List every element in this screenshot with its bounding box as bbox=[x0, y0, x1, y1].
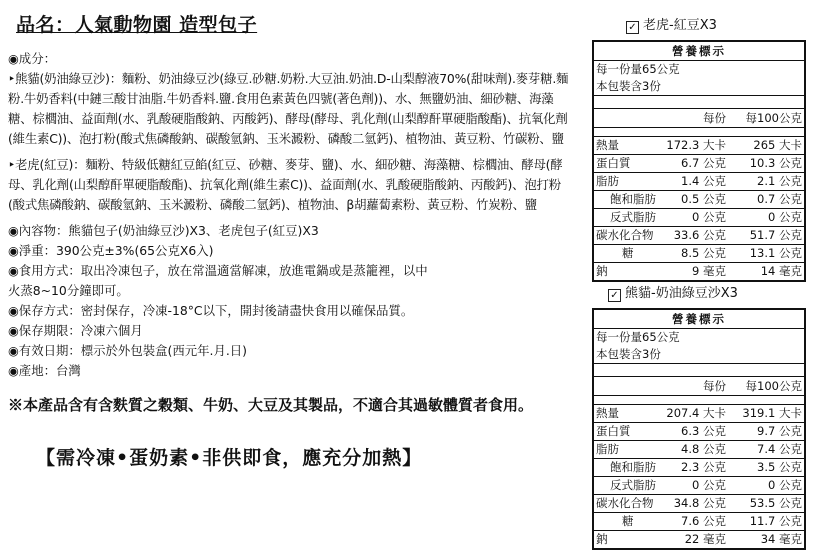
product-title: 品名：人氣動物園 造型包子 bbox=[16, 14, 258, 36]
per-100g-value: 7.4 公克 bbox=[757, 442, 802, 456]
nutrient-name: 熱量 bbox=[596, 138, 619, 152]
tiger-ingredients: ‣老虎(紅豆)：麵粉、特級低糖紅豆餡(紅豆、砂糖、麥芽、鹽)、水、細砂糖、海藻糖、棕櫚油、酵母(酵母、乳化劑(山梨醇酐單硬脂酸酯)、抗氧化劑(維生素C))、益面劑(水、乳酸硬脂酸鈉、丙酸鈣)、泡打粉(酸式焦磷酸鈉、碳酸氫鈉、玉米澱粉、磷酸二氫鈣)、植物油、β胡蘿蔔素粉、黃豆粉、竹炭粉、鹽 bbox=[8, 157, 563, 212]
nutrient-row bbox=[594, 459, 804, 477]
per-100g-value: 34 毫克 bbox=[760, 532, 802, 546]
nutrient-name: 反式脂肪 bbox=[610, 478, 656, 492]
nutrition-table bbox=[592, 40, 806, 282]
contents-line: ◉內容物：熊貓包子(奶油綠豆沙)X3、老虎包子(紅豆)X3 bbox=[8, 223, 319, 238]
nutrient-name: 蛋白質 bbox=[596, 156, 631, 170]
per-serving-value: 33.6 公克 bbox=[673, 228, 726, 242]
checkbox-icon[interactable]: ✓ bbox=[608, 289, 621, 302]
serving-size: 每一份量65公克 bbox=[596, 62, 680, 76]
nutrient-row bbox=[594, 245, 804, 263]
per-serving-value: 2.3 公克 bbox=[681, 460, 726, 474]
per-100g-value: 0 公克 bbox=[768, 478, 802, 492]
nutrition-table bbox=[592, 308, 806, 550]
per-100g-value: 53.5 公克 bbox=[749, 496, 802, 510]
expiry-line: ◉有效日期：標示於外包裝盒(西元年.月.日) bbox=[8, 343, 247, 358]
per-serving-value: 6.3 公克 bbox=[681, 424, 726, 438]
usage-line-cont: 火蒸8~10分鐘即可。 bbox=[8, 283, 129, 298]
per-100g-value: 0.7 公克 bbox=[757, 192, 802, 206]
per-serving-value: 9 毫克 bbox=[692, 264, 726, 278]
per-serving-value: 0 公克 bbox=[692, 210, 726, 224]
per-100g-value: 3.5 公克 bbox=[757, 460, 802, 474]
nutrient-name: 脂肪 bbox=[596, 174, 619, 188]
per-100g-value: 319.1 大卡 bbox=[742, 406, 802, 420]
per-100g-value: 13.1 公克 bbox=[749, 246, 802, 260]
usage-line: ◉食用方式：取出冷凍包子，放在常溫適當解凍，放進電鍋或是蒸籠裡，以中 bbox=[8, 263, 428, 278]
per-serving-value: 4.8 公克 bbox=[681, 442, 726, 456]
per-serving-value: 6.7 公克 bbox=[681, 156, 726, 170]
per-100g-value: 51.7 公克 bbox=[749, 228, 802, 242]
checkbox-icon[interactable]: ✓ bbox=[626, 21, 639, 34]
nutrition-rows bbox=[594, 405, 804, 548]
nutrition-title: 營養標示 bbox=[594, 42, 804, 61]
nutrient-row bbox=[594, 405, 804, 423]
storage-banner: 【需冷凍•蛋奶素•非供即食，應充分加熱】 bbox=[36, 447, 423, 469]
nutrient-row bbox=[594, 263, 804, 280]
nutrient-name: 飽和脂肪 bbox=[610, 460, 656, 474]
column-header bbox=[594, 377, 804, 396]
nutrient-row bbox=[594, 441, 804, 459]
col-per-100g: 每100公克 bbox=[745, 379, 802, 393]
tiger-heading-label: 老虎-紅豆X3 bbox=[643, 18, 717, 33]
nutrient-row bbox=[594, 423, 804, 441]
nutrient-row bbox=[594, 227, 804, 245]
nutrient-name: 反式脂肪 bbox=[610, 210, 656, 224]
panda-heading bbox=[608, 284, 806, 304]
panda-heading-label: 熊貓-奶油綠豆沙X3 bbox=[625, 286, 738, 301]
nutrient-row bbox=[594, 531, 804, 548]
nutrient-name: 糖 bbox=[622, 514, 634, 528]
nutrient-name: 蛋白質 bbox=[596, 424, 631, 438]
shelf-life-line: ◉保存期限：冷凍六個月 bbox=[8, 323, 143, 338]
nutrient-name: 鈉 bbox=[596, 532, 608, 546]
per-serving-value: 0 公克 bbox=[692, 478, 726, 492]
nutrition-panel-tiger bbox=[592, 16, 806, 282]
nutrient-name: 脂肪 bbox=[596, 442, 619, 456]
allergen-warning: ※本產品含有含麩質之穀類、牛奶、大豆及其製品，不適合其過敏體質者食用。 bbox=[8, 396, 534, 414]
serving-size: 每一份量65公克 bbox=[596, 330, 680, 344]
nutrient-row bbox=[594, 137, 804, 155]
nutrient-name: 飽和脂肪 bbox=[610, 192, 656, 206]
col-per-serving: 每份 bbox=[703, 111, 726, 125]
per-serving-value: 7.6 公克 bbox=[681, 514, 726, 528]
per-serving-value: 8.5 公克 bbox=[681, 246, 726, 260]
origin-line: ◉產地：台灣 bbox=[8, 363, 81, 378]
per-100g-value: 11.7 公克 bbox=[749, 514, 802, 528]
per-100g-value: 265 大卡 bbox=[753, 138, 802, 152]
product-info bbox=[8, 10, 574, 470]
per-serving-value: 1.4 公克 bbox=[681, 174, 726, 188]
nutrient-name: 糖 bbox=[622, 246, 634, 260]
nutrition-title: 營養標示 bbox=[594, 310, 804, 329]
tiger-heading bbox=[626, 16, 806, 36]
per-100g-value: 0 公克 bbox=[768, 210, 802, 224]
nutrient-row bbox=[594, 191, 804, 209]
net-weight-line: ◉淨重：390公克±3%(65公克X6入) bbox=[8, 243, 214, 258]
nutrient-row bbox=[594, 513, 804, 531]
column-header bbox=[594, 109, 804, 128]
per-serving-value: 22 毫克 bbox=[684, 532, 726, 546]
col-per-serving: 每份 bbox=[703, 379, 726, 393]
nutrient-row bbox=[594, 155, 804, 173]
servings-per-package: 本包裝含3份 bbox=[594, 346, 804, 364]
storage-line: ◉保存方式：密封保存，冷凍-18°C以下，開封後請盡快食用以確保品質。 bbox=[8, 303, 414, 318]
per-serving-value: 172.3 大卡 bbox=[666, 138, 726, 152]
per-100g-value: 14 毫克 bbox=[760, 264, 802, 278]
per-100g-value: 2.1 公克 bbox=[757, 174, 802, 188]
per-serving-value: 34.8 公克 bbox=[673, 496, 726, 510]
nutrition-panel-panda bbox=[592, 284, 806, 550]
per-serving-value: 207.4 大卡 bbox=[666, 406, 726, 420]
ingredients-label: ◉成分： bbox=[8, 51, 56, 66]
per-serving-value: 0.5 公克 bbox=[681, 192, 726, 206]
nutrient-name: 碳水化合物 bbox=[596, 496, 654, 510]
per-100g-value: 9.7 公克 bbox=[757, 424, 802, 438]
nutrient-name: 鈉 bbox=[596, 264, 608, 278]
nutrient-name: 熱量 bbox=[596, 406, 619, 420]
nutrient-row bbox=[594, 495, 804, 513]
nutrient-row bbox=[594, 209, 804, 227]
panda-ingredients: ‣熊貓(奶油綠豆沙)：麵粉、奶油綠豆沙(綠豆.砂糖.奶粉.大豆油.奶油.D-山梨醇液70%(甜味劑).麥芽糖.麵粉.牛奶香料(中鏈三酸甘油脂.牛奶香料.鹽.食用色素黃色四號(著色劑))、水、無鹽奶油、細砂糖、海藻糖、棕櫚油、益面劑(水、乳酸硬脂酸鈉、丙酸鈣)、酵母(酵母、乳化劑(山梨醇酐單硬脂酸酯)、抗氧化劑(維生素C))、泡打粉(酸式焦磷酸鈉、碳酸氫鈉、玉米澱粉、磷酸二氫鈣)、植物油、黃豆粉、竹碳粉、鹽 bbox=[8, 71, 569, 146]
nutrient-name: 碳水化合物 bbox=[596, 228, 654, 242]
nutrient-row bbox=[594, 173, 804, 191]
nutrition-rows bbox=[594, 137, 804, 280]
col-per-100g: 每100公克 bbox=[745, 111, 802, 125]
per-100g-value: 10.3 公克 bbox=[749, 156, 802, 170]
nutrient-row bbox=[594, 477, 804, 495]
servings-per-package: 本包裝含3份 bbox=[594, 78, 804, 96]
